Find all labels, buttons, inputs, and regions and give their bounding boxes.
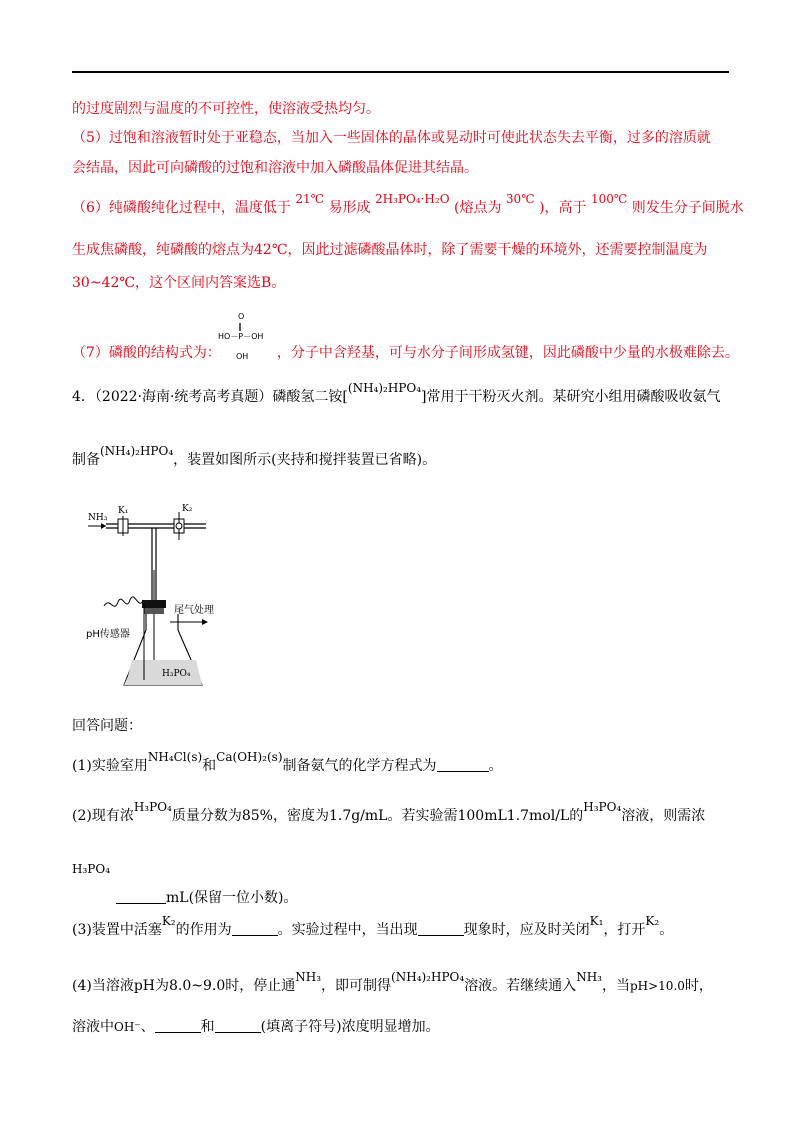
para-7-text-b: ，分子中含羟基，可与水分子间形成氢键，因此磷酸中少量的水极难除去。: [276, 345, 739, 361]
s2-text-b: 质量分数为85%，密度为1.7g/mL。若实验需100mL1.7mol/L的: [171, 808, 584, 824]
para-7-text-a: （7）磷酸的结构式为：: [72, 345, 221, 361]
answer-title: 回答问题：: [72, 718, 142, 734]
formula-nh3-2: NH₃: [576, 970, 602, 984]
s4b-text-a: 溶液中: [72, 1019, 114, 1035]
s4-text-b: ，即可制得: [321, 978, 392, 994]
s3-text-a: (3)装置中活塞: [72, 922, 162, 938]
para-4-text-d: )，高于: [539, 200, 587, 216]
para-4-text-e: 则发生分子间脱水: [631, 200, 744, 216]
answer-blank-1[interactable]: [437, 758, 489, 772]
struct-middle: HO－P－OH: [218, 332, 264, 341]
s3-text-b: 的作用为: [175, 922, 232, 938]
q4-text-b: ]常用于干粉灭火剂。某研究小组用磷酸吸收氨气: [421, 389, 721, 405]
question-4-stem: [72, 381, 721, 407]
s4b-text-c: 和: [200, 1019, 215, 1035]
formula-h3po4-3: H₃PO₄: [72, 862, 110, 876]
question-4-stem-2: [72, 444, 437, 470]
para-4-text-a: （6）纯磷酸纯化过程中，温度低于: [72, 200, 291, 216]
formula-nh3-1: NH₃: [295, 970, 322, 984]
label-ph-sensor: pH传感器: [86, 629, 130, 640]
s3-text-d: 现象时，应及时关闭: [463, 922, 590, 938]
para-2: （5）过饱和溶液暂时处于亚稳态，当加入一些固体的晶体或晃动时可使此状态失去平衡，过多的溶质就: [72, 130, 711, 146]
para-4-text-b: 易形成: [328, 200, 371, 216]
header-rule: [72, 71, 729, 73]
answer-blank-5[interactable]: [155, 1019, 201, 1033]
valve-k2-b: K₂: [645, 914, 660, 928]
valve-k2: K₂: [161, 914, 176, 928]
temp-30: 30℃: [505, 192, 535, 206]
formula-2h3po4-h2o: 2H₃PO₄·H₂O: [374, 192, 450, 206]
temp-100: 100℃: [591, 192, 628, 206]
formula-nh4-2-hpo4-3: (NH₄)₂HPO₄: [391, 970, 465, 984]
formula-h3po4-2: H₃PO₄: [583, 800, 622, 814]
s1-text-a: (1)实验室用: [72, 758, 148, 774]
answer-blank-2[interactable]: [116, 890, 166, 904]
temp-21: 21℃: [295, 192, 325, 206]
s3-text-c: 。实验过程中，当出现: [277, 922, 418, 938]
sub-question-3: [72, 914, 674, 940]
struct-bottom-oh: OH: [236, 352, 249, 361]
s1-text-d: 。: [488, 758, 503, 774]
q4b-text-a: 制备: [72, 452, 100, 468]
sub-question-4b: [72, 1017, 440, 1037]
formula-nh4-2-hpo4-2: (NH₄)₂HPO₄: [100, 444, 174, 458]
formula-caoh2: Ca(OH)₂(s): [216, 750, 283, 764]
s4-text-e: 时，: [684, 978, 713, 994]
q4b-text-b: ，装置如图所示(夹持和搅拌装置已省略)。: [173, 452, 437, 468]
sub-question-4: [72, 970, 713, 996]
s1-text-c: 制备氨气的化学方程式为: [282, 758, 437, 774]
para-4: [72, 192, 744, 218]
s3-text-e: ，打开: [603, 922, 646, 938]
para-4-text-c: (熔点为: [454, 200, 502, 216]
para-3: 会结晶，因此可向磷酸的过饱和溶液中加入磷酸晶体促进其结晶。: [72, 160, 478, 176]
sub-question-2b: [72, 862, 298, 908]
struct-double-bond: ‖: [238, 322, 242, 331]
ion-oh: OH⁻: [114, 1020, 141, 1034]
s1-text-b: 和: [202, 758, 217, 774]
s4b-text-d: (填离子符号)浓度明显增加。: [260, 1019, 440, 1035]
s4b-text-b: 、: [140, 1019, 155, 1035]
apparatus-figure: [84, 500, 244, 698]
sub-question-2: [72, 800, 706, 826]
para-7: [72, 343, 739, 363]
s4-text-c: 溶液。若继续通入: [464, 978, 577, 994]
label-h3po4: H₃PO₄: [162, 669, 191, 679]
answer-blank-3[interactable]: [232, 922, 278, 936]
formula-nh4cl: NH₄Cl(s): [147, 750, 203, 764]
label-k2: K₂: [182, 504, 193, 514]
label-nh3: NH₃: [88, 513, 108, 523]
para-1: 的过度剧烈与温度的不可控性，使溶液受热均匀。: [72, 101, 380, 117]
s4-text-d: ，当: [601, 978, 630, 994]
q4-text-a: 4．（2022·海南·统考高考真题）磷酸氢二铵[: [72, 389, 348, 405]
answer-blank-4[interactable]: [418, 922, 464, 936]
s2b-text-a: mL(保留一位小数)。: [166, 890, 298, 906]
ph-threshold: pH>10.0: [629, 979, 685, 993]
s3-text-f: 。: [659, 922, 674, 938]
s2-text-c: 溶液，则需浓: [621, 808, 706, 824]
valve-k1: K₁: [589, 914, 604, 928]
struct-top-o: O: [238, 312, 245, 321]
s2-text-a: (2)现有浓: [72, 808, 134, 824]
para-5: 生成焦磷酸，纯磷酸的熔点为42℃，因此过滤磷酸晶体时，除了需要干燥的环境外，还需要控制温度为: [72, 242, 708, 258]
answer-blank-6[interactable]: [215, 1019, 261, 1033]
s4-text-a: (4)当溶液pH为8.0~9.0时，停止通: [72, 978, 296, 994]
label-tail-gas: 尾气处理: [174, 605, 214, 616]
formula-h3po4-1: H₃PO₄: [133, 800, 172, 814]
para-6: 30~42℃，这个区间内答案选B。: [72, 275, 286, 291]
label-k1: K₁: [118, 506, 129, 516]
formula-nh4-2-hpo4: (NH₄)₂HPO₄: [347, 381, 422, 395]
sub-question-1: [72, 750, 503, 776]
